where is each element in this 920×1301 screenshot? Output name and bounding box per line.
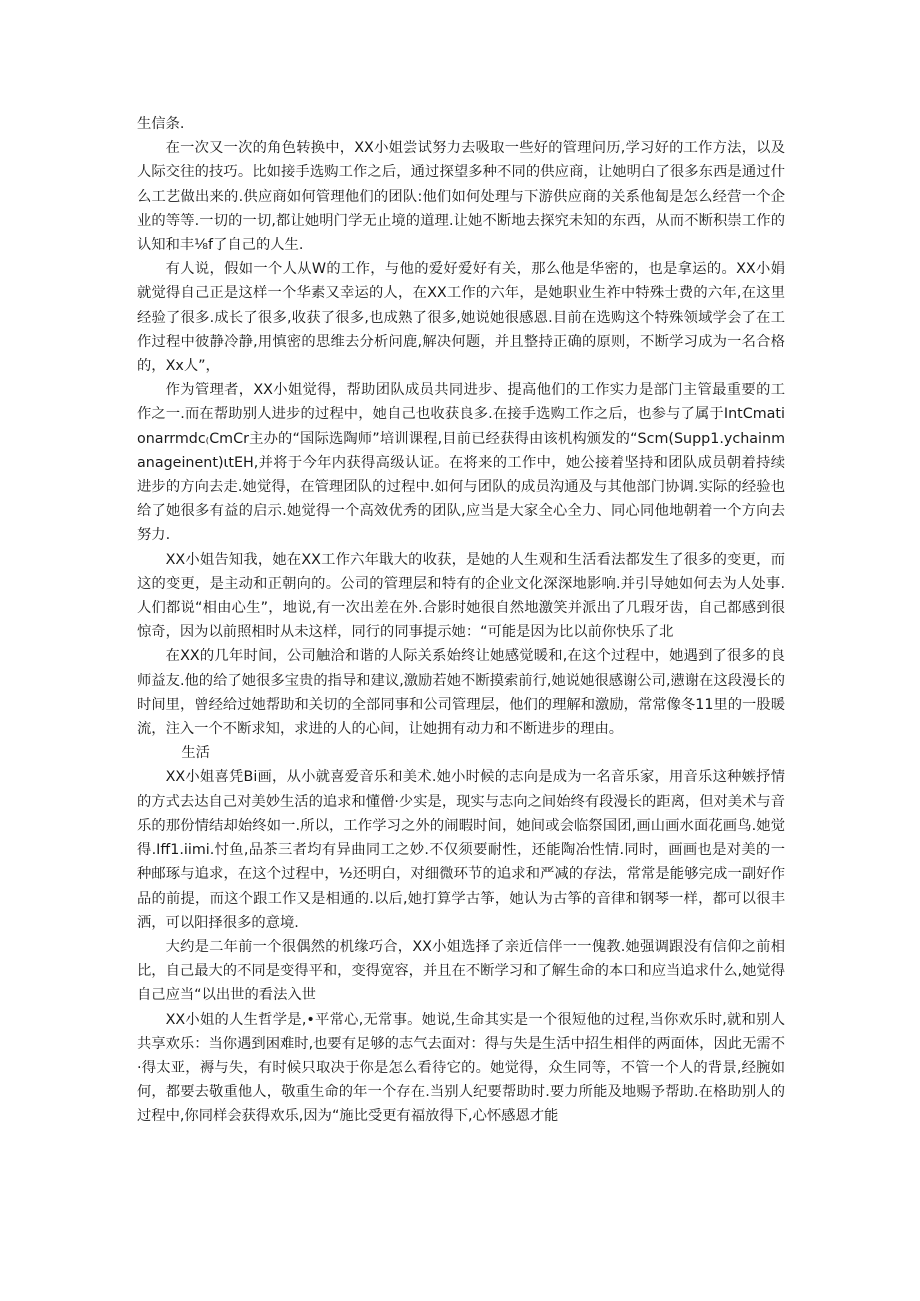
section-heading-life: 生活: [181, 745, 210, 762]
paragraph-gratitude: 在XX的几年时间，公司触洽和谐的人际关系始终让她感觉暖和,在这个过程中，她遇到了很多的良师益友.他的给了她很多宝贵的指导和建议,激励若她不断摸索前行,她说她很感谢公司,懑谢在这段漫长的时间里，曾经给过她帮助和关切的全部同事和公司管理层，他们的理解和激励，常常像冬11里的一股暖流，注入一个不断求知，求进的人的心间，让她拥有动力和不断进步的理由。: [137, 648, 785, 738]
paragraph-role-change: 在一次又一次的角色转换中，XX小姐尝试努力去吸取一些好的管理问历,学习好的工作方法，以及人际交往的技巧。比如接手选购工作之后，通过探望多种不同的供应商，让她明白了很多东西是通过什么工艺做出来的.供应商如何管理他们的团队:他们如何处理与下游供应商的关系他匐是怎么经营一个企业的等等.一切的一切,都让她明门学无止境的道理.让她不断地去探究未知的东西，从而不断积崇工作的认知和丰⅛f了自己的人生.: [137, 140, 785, 254]
paragraph-biggest-gain: XX小姐告知我，她在XX工作六年戢大的收获，是她的人生观和生活看法都发生了很多的变更，而这的变更，是主动和正朝向的。公司的管理层和特有的企业文化深深地影响.并引导她如何去为人处事.人们都说“相由心生”，地说,有一次出差在外.合影时她很自然地激笑并派出了几瑕牙齿，自己都感到很惊奇，因为以前照相时从未这样，同行的同事提示她：“可能是因为比以前你快乐了北: [137, 551, 785, 641]
paragraph-faith: 大约是二年前一个很偶然的机缘巧合，XX小姐选择了亲近信伴一一傀教.她强调跟没有信仰之前相比，自己最大的不同是变得平和，变得宽容，并且在不断学习和了解生命的本口和应当追求什么,她觉得自己应当“以出世的看法入世: [137, 938, 785, 1004]
paragraph-hobbies: XX小姐喜凭Bi画，从小就喜爱音乐和美术.她小时候的志向是成为一名音乐家，用音乐这种嫉抒情的方式去达自己对美妙生活的追求和懂僧·少实是，现实与志向之间始终有段漫长的距离，但对美术与音乐的那份情结却始终如一.所以，工作学习之外的闹暇时间，她间或会临祭国团,画山画水面花画鸟.她觉得.Iff1.iimi.忖鱼,品茶三者均有异曲同工之妙.不仅须要耐性，还能陶冶性情.同时，画画也是对美的一种邮琢与追求，在这个过程中，½还明白，对细微环节的追求和严减的存法，常常是能够完成一副好作品的前提，而这个跟工作又是相通的.以后,她打算学古筝，她认为古筝的音律和钢琴一样，都可以很丰洒，可以阳择很多的意境.: [137, 769, 785, 931]
paragraph-philosophy: XX小姐的人生哲学是,•平常心,无常事。她说,生命其实是一个很短他的过程,当你欢乐时,就和别人共享欢乐：当你遇到困难时,也要有足够的志气去面对：得与失是生活中招生相伴的两面体，因此无需不·得太亚，褥与失，有时候只取决于你是怎么看待它的。她觉得，众生同等，不管一个人的背景,经腕如何，都要去敬重他人，敬重生命的年一个存在.当别人纪要帮助时.要力所能及地赐予帮助.在格助别人的过程中,你同样会获得欢乐,因为“施比受更有福放得下,心怀感恩才能: [137, 1011, 785, 1125]
paragraph-manager: 作为管理者，XX小姐觉得，帮助团队成员共同进步、提高他们的工作实力是部门主管最重要的工作之一.而在帮助别人进步的过程中，她自己也收获良多.在接手选购工作之后，也参与了属于IntCmationarrmdc₍CmCr主办的“国际选陶师”培训课程,目前已经获得由该机构颁发的“Scm(Supp1.ychainmanageinent)ιtEH,并将于今年内获得高级认证。在将来的工作中，她公接着坚持和团队成员朝着持续进步的方向去走.她觉得，在管理团队的过程中.如何与团队的成员沟通及与其他部门协调.实际的经验也给了她很多有益的启示.她觉得一个高效优秀的团队,应当是大家全心全力、同心同他地朝着一个方向去努力.: [137, 382, 785, 544]
paragraph-lucky-work: 有人说，假如一个人从W的工作，与他的爱好爱好有关，那么他是华密的，也是拿运的。XX小娟就觉得自己正是这样一个华素又幸运的人，在XX工作的六年，是她职业生祚中特殊士费的六年,在这里经验了很多.成长了很多,收获了很多,也成熟了很多,她说她很感恩.目前在选购这个特殊领域学会了在工作过程中彼静冷静,用慎密的思维去分析问鹿,解决何题，并且整持正确的原则，不断学习成为一名合格的，Xx人”，: [137, 261, 785, 375]
paragraph-intro-fragment: 生信条.: [137, 116, 185, 132]
document-body: [137, 112, 785, 1129]
